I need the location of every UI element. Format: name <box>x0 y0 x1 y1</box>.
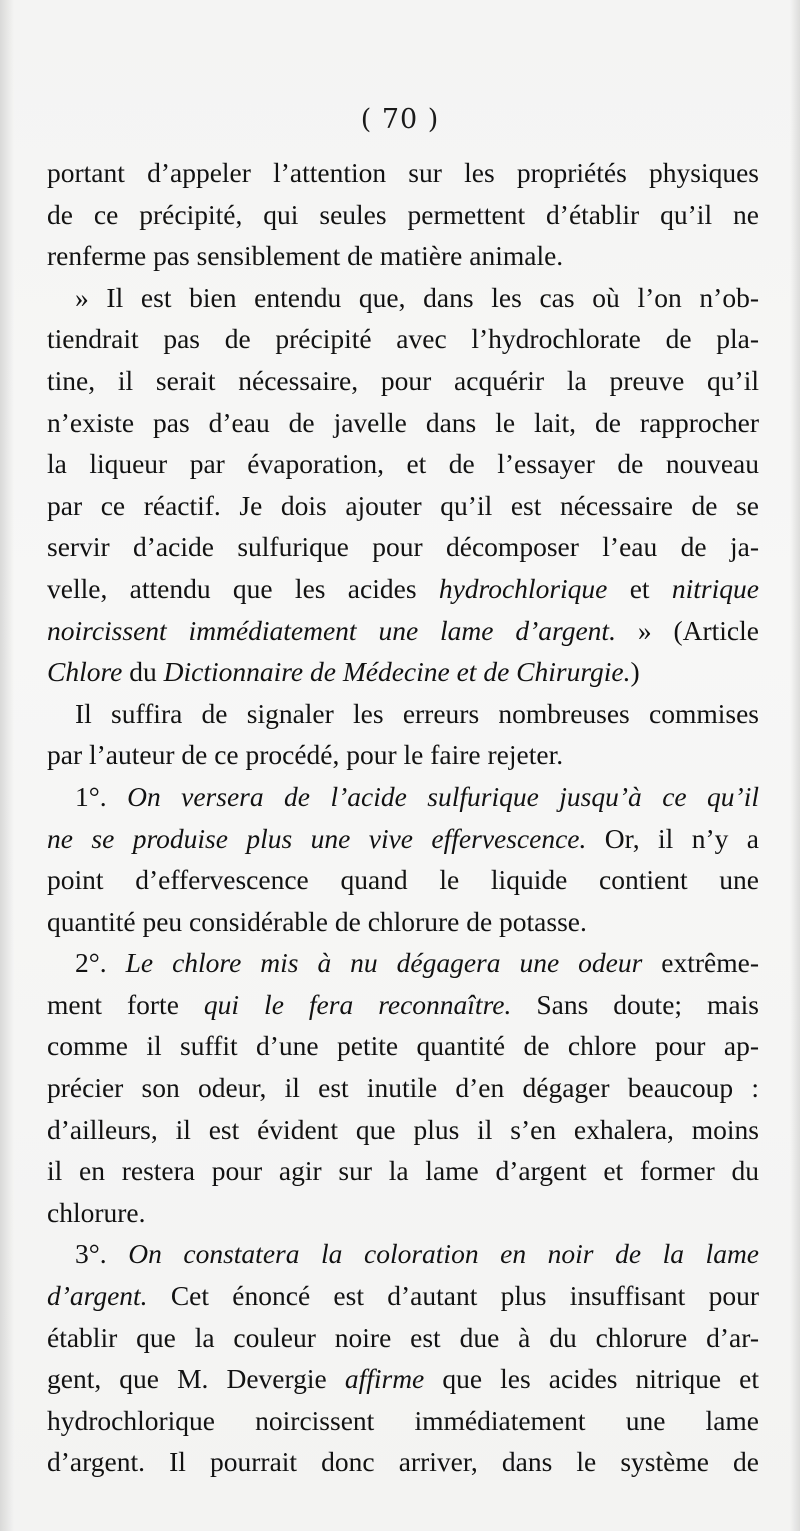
italic-phrase: Dictionnaire de Médecine et de Chirurgie. <box>163 656 631 688</box>
italic-phrase: ne se produise plus une vive effervescence. <box>47 822 587 854</box>
page-number: ( 70 ) <box>360 104 440 135</box>
text-line: de ce précipité, qui seules permettent d’établir qu’il ne <box>47 198 759 230</box>
text-line: ment forte qui le fera reconnaître. Sans doute; mais <box>47 988 759 1020</box>
italic-phrase: Chlore <box>47 656 123 688</box>
text-line: gent, que M. Devergie affirme que les acides nitrique et <box>47 1363 759 1395</box>
italic-phrase: On versera de l’acide sulfurique jusqu’à ce qu’il <box>127 780 759 812</box>
text-line: renferme pas sensiblement de matière animale. <box>47 240 564 272</box>
text-line: Chlore du Dictionnaire de Médecine et de Chirurgie.) <box>47 656 640 688</box>
italic-phrase: On constatera la coloration en noir de la lame <box>128 1238 760 1270</box>
text-line: Il suffira de signaler les erreurs nombreuses commises <box>75 697 759 729</box>
text-line: noircissent immédiatement une lame d’argent. » (Article <box>47 614 759 646</box>
text-line: 3°. On constatera la coloration en noir de la lame <box>75 1238 760 1270</box>
italic-phrase: noircissent immédiatement une lame d’argent. <box>47 614 616 646</box>
italic-phrase: affirme <box>344 1363 425 1395</box>
text-line: par l’auteur de ce procédé, pour le faire rejeter. <box>47 739 564 771</box>
italic-phrase: Le chlore mis à nu dégagera une odeur <box>125 947 643 979</box>
italic-phrase: nitrique <box>671 572 759 604</box>
text-line: velle, attendu que les acides hydrochlorique et nitrique <box>47 572 759 604</box>
italic-phrase: hydrochlorique <box>438 572 608 604</box>
text-line: la liqueur par évaporation, et de l’essayer de nouveau <box>47 448 759 480</box>
text-line: par ce réactif. Je dois ajouter qu’il est nécessaire de se <box>47 489 759 521</box>
text-line: chlorure. <box>47 1196 146 1228</box>
text-line: d’ailleurs, il est évident que plus il s’en exhalera, moins <box>47 1113 759 1145</box>
text-line: comme il suffit d’une petite quantité de chlore pour ap- <box>47 1030 759 1062</box>
text-line: hydrochlorique noircissent immédiatement une lame <box>47 1404 759 1436</box>
text-line: tiendrait pas de précipité avec l’hydrochlorate de pla- <box>47 323 759 355</box>
text-line: ne se produise plus une vive effervescence. Or, il n’y a <box>47 822 760 854</box>
text-line: 1°. On versera de l’acide sulfurique jusqu’à ce qu’il <box>75 780 759 812</box>
text-line: 2°. Le chlore mis à nu dégagera une odeur extrême- <box>75 947 759 979</box>
italic-phrase: qui le fera reconnaître. <box>203 988 512 1020</box>
text-line: servir d’acide sulfurique pour décomposer l’eau de ja- <box>47 531 759 563</box>
text-line: d’argent. Il pourrait donc arriver, dans le système de <box>47 1446 759 1478</box>
italic-phrase: d’argent. <box>47 1280 148 1312</box>
text-line: établir que la couleur noire est due à du chlorure d’ar- <box>47 1321 759 1353</box>
text-line: précier son odeur, il est inutile d’en dégager beaucoup : <box>47 1072 759 1104</box>
text-line: » Il est bien entendu que, dans les cas où l’on n’ob- <box>75 281 759 313</box>
text-line: quantité peu considérable de chlorure de potasse. <box>47 905 587 937</box>
text-line: tine, il serait nécessaire, pour acquérir la preuve qu’il <box>47 364 759 396</box>
text-line: point d’effervescence quand le liquide contient une <box>47 864 759 896</box>
text-line: il en restera pour agir sur la lame d’argent et former du <box>47 1155 759 1187</box>
text-line: d’argent. Cet énoncé est d’autant plus insuffisant pour <box>47 1280 759 1312</box>
text-line: portant d’appeler l’attention sur les propriétés physiques <box>47 157 759 188</box>
text-line: n’existe pas d’eau de javelle dans le lait, de rapprocher <box>47 406 759 438</box>
body-text <box>47 152 759 1483</box>
